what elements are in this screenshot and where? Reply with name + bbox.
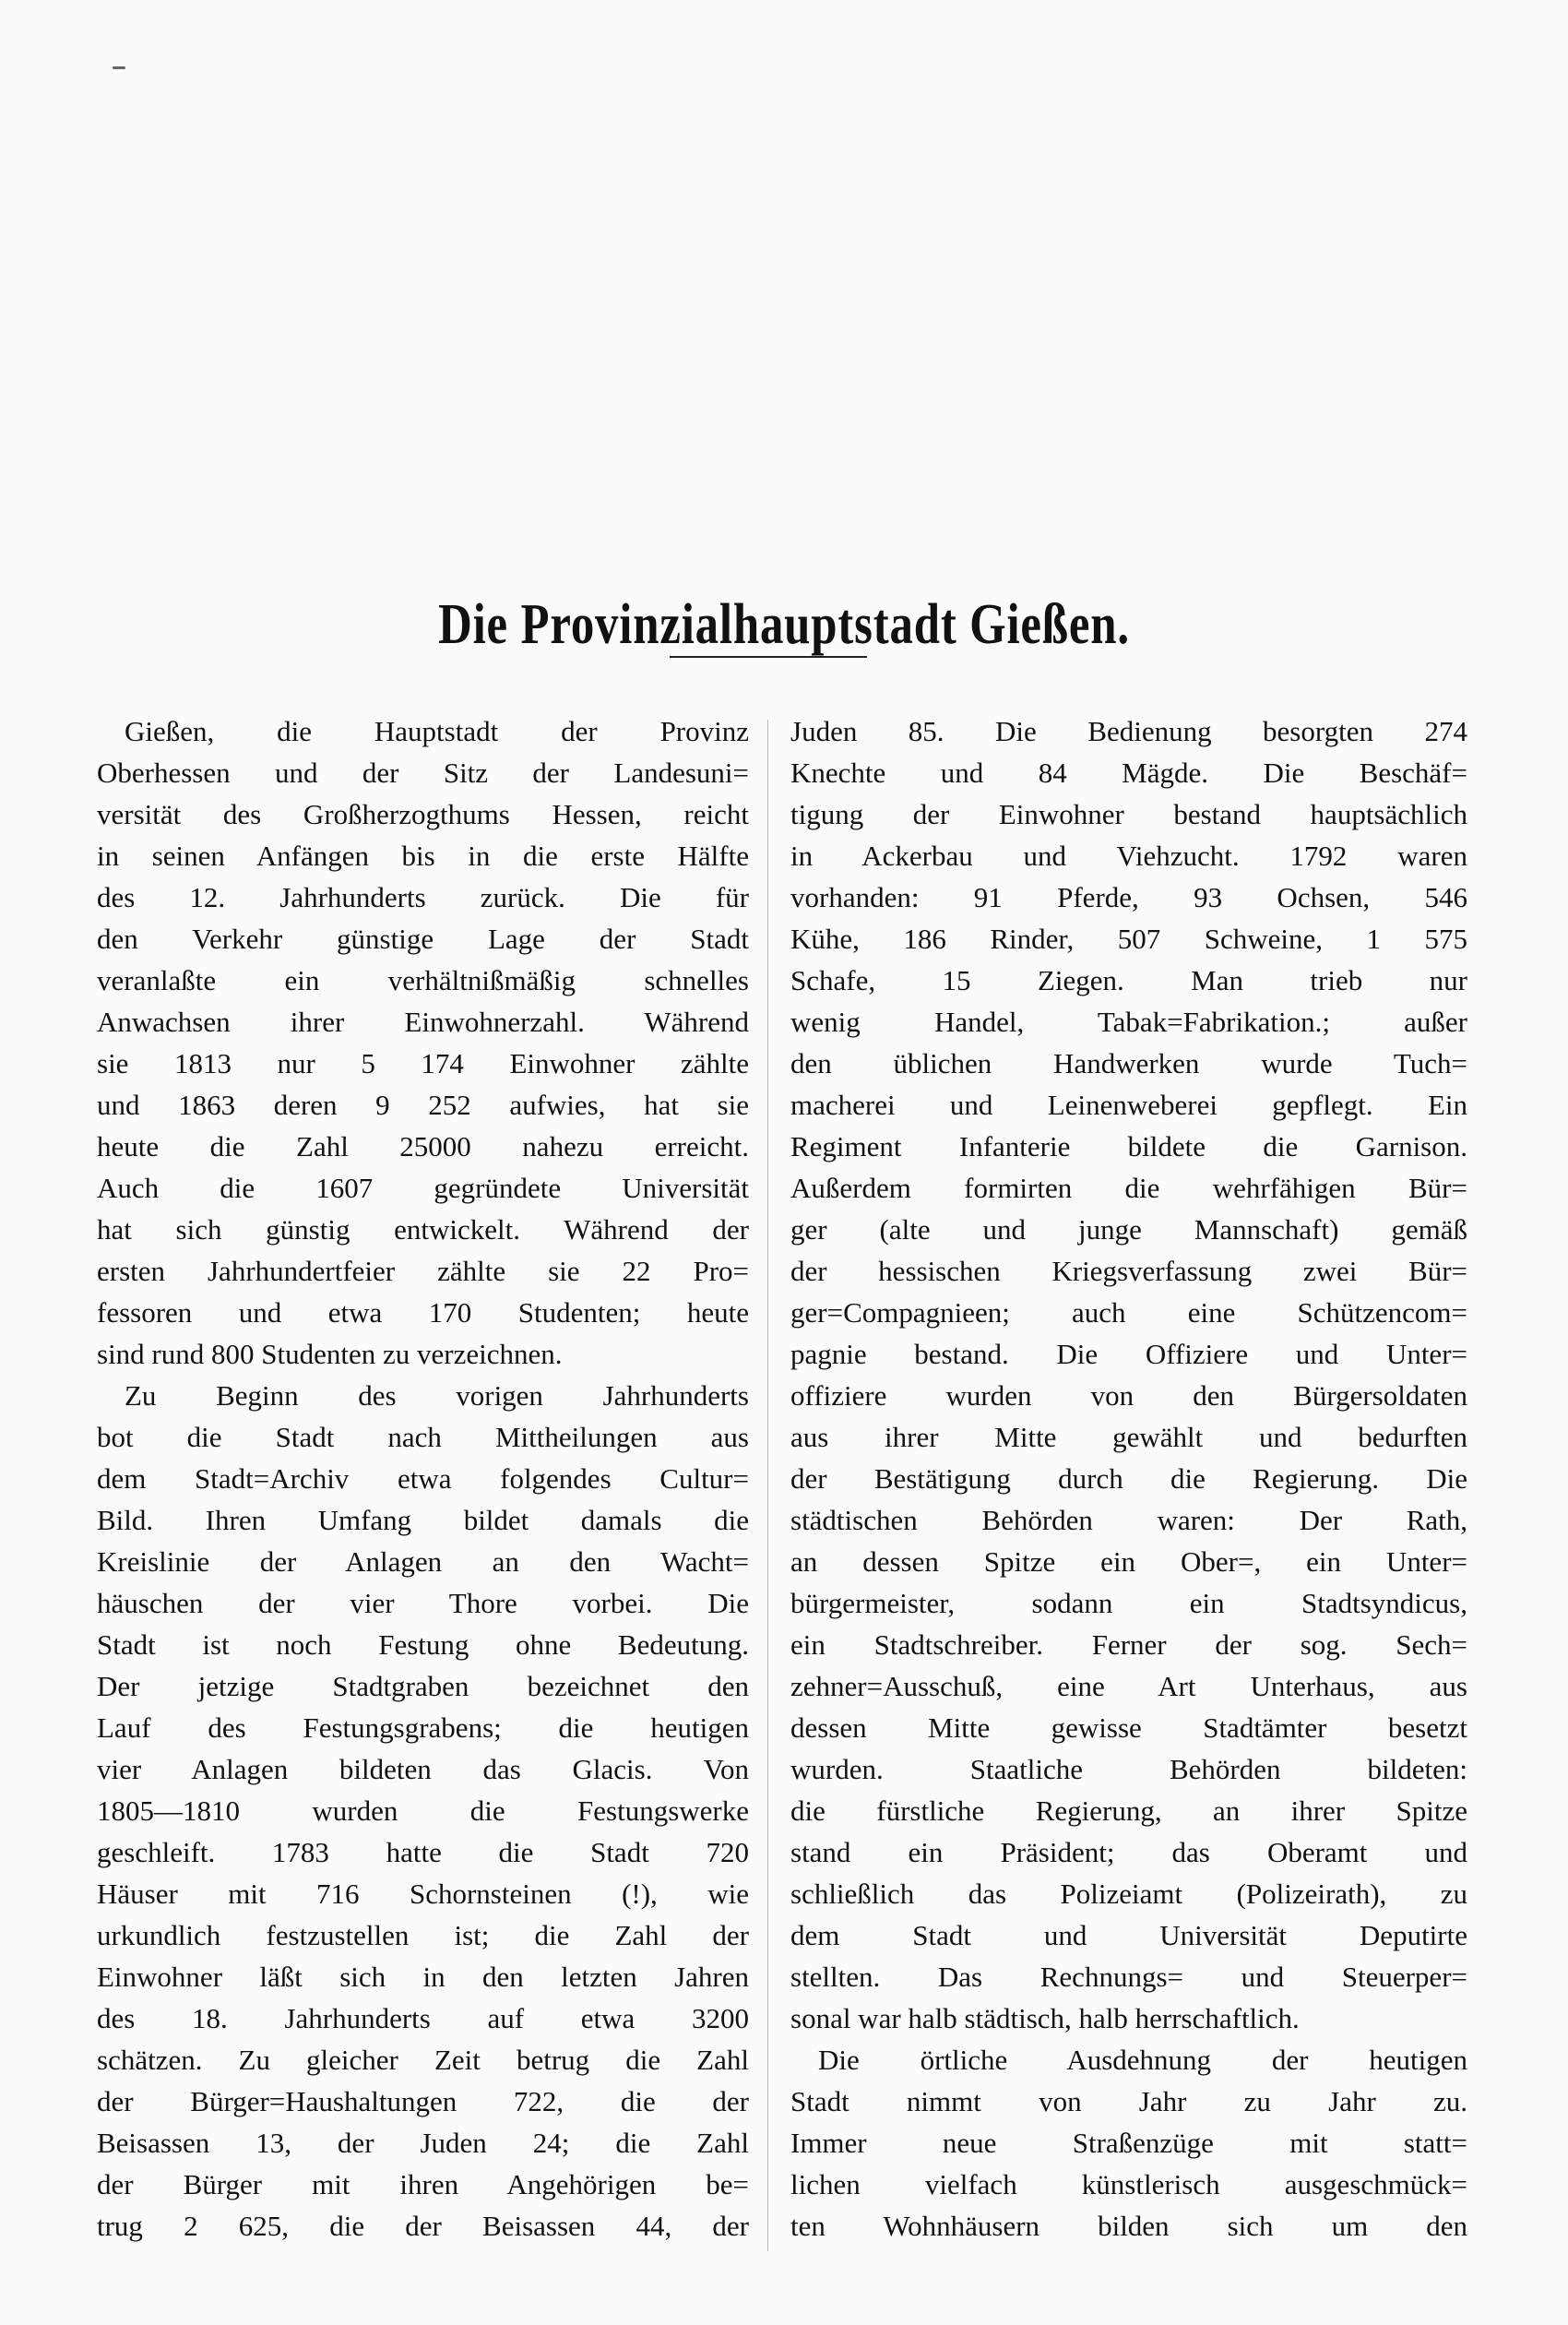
text-line: und 1863 deren 9 252 aufwies, hat sie xyxy=(97,1089,749,1121)
text-line: sie 1813 nur 5 174 Einwohner zählte xyxy=(97,1047,749,1079)
text-line: den Verkehr günstige Lage der Stadt xyxy=(97,923,749,955)
text-line: Gießen, die Hauptstadt der Provinz xyxy=(125,715,749,747)
text-line: stand ein Präsident; das Oberamt und xyxy=(790,1836,1467,1868)
text-line: veranlaßte ein verhältnißmäßig schnelles xyxy=(97,964,749,996)
text-line: städtischen Behörden waren: Der Rath, xyxy=(790,1504,1467,1536)
text-line: Auch die 1607 gegründete Universität xyxy=(97,1172,749,1204)
text-line: Zu Beginn des vorigen Jahrhunderts xyxy=(125,1379,749,1412)
text-line: schließlich das Polizeiamt (Polizeirath), zu xyxy=(790,1878,1467,1910)
text-line: Einwohner läßt sich in den letzten Jahren xyxy=(97,1961,749,1993)
text-line: heute die Zahl 25000 nahezu erreicht. xyxy=(97,1130,749,1162)
page-title: Die Provinzialhauptstadt Gießen. xyxy=(438,592,1130,656)
text-line: ten Wohnhäusern bilden sich um den xyxy=(790,2210,1467,2242)
text-line: Der jetzige Stadtgraben bezeichnet den xyxy=(97,1670,749,1702)
text-line: bot die Stadt nach Mittheilungen aus xyxy=(97,1421,749,1453)
text-line: ersten Jahrhundertfeier zählte sie 22 Pro= xyxy=(97,1255,749,1287)
text-line: Stadt ist noch Festung ohne Bedeutung. xyxy=(97,1628,749,1661)
text-line: hat sich günstig entwickelt. Während der xyxy=(97,1213,749,1246)
text-line: ger=Compagnieen; auch eine Schützencom= xyxy=(790,1296,1467,1329)
title-rule xyxy=(670,656,867,658)
text-line: schätzen. Zu gleicher Zeit betrug die Zahl xyxy=(97,2044,749,2076)
text-line: Beisassen 13, der Juden 24; die Zahl xyxy=(97,2127,749,2159)
text-line: Schafe, 15 Ziegen. Man trieb nur xyxy=(790,964,1467,996)
text-line: der Bestätigung durch die Regierung. Die xyxy=(790,1462,1467,1495)
text-line: 1805—1810 wurden die Festungswerke xyxy=(97,1794,749,1827)
text-line: dem Stadt=Archiv etwa folgendes Cultur= xyxy=(97,1462,749,1495)
text-line: vier Anlagen bildeten das Glacis. Von xyxy=(97,1753,749,1785)
text-line: Immer neue Straßenzüge mit statt= xyxy=(790,2127,1467,2159)
text-line: versität des Großherzogthums Hessen, reicht xyxy=(97,798,749,830)
text-line: in Ackerbau und Viehzucht. 1792 waren xyxy=(790,840,1467,872)
text-line: bürgermeister, sodann ein Stadtsyndicus, xyxy=(790,1587,1467,1619)
text-line: des 18. Jahrhunderts auf etwa 3200 xyxy=(97,2002,749,2034)
text-line: Kreislinie der Anlagen an den Wacht= xyxy=(97,1545,749,1578)
text-line: der Bürger=Haushaltungen 722, die der xyxy=(97,2085,749,2117)
text-line: fessoren und etwa 170 Studenten; heute xyxy=(97,1296,749,1329)
text-line: der Bürger mit ihren Angehörigen be= xyxy=(97,2168,749,2200)
text-line: Lauf des Festungsgrabens; die heutigen xyxy=(97,1711,749,1744)
text-line: in seinen Anfängen bis in die erste Hälfte xyxy=(97,840,749,872)
text-line: macherei und Leinenweberei gepflegt. Ein xyxy=(790,1089,1467,1121)
text-line: ger (alte und junge Mannschaft) gemäß xyxy=(790,1213,1467,1246)
text-line: stellten. Das Rechnungs= und Steuerper= xyxy=(790,1961,1467,1993)
text-line: Häuser mit 716 Schornsteinen (!), wie xyxy=(97,1878,749,1910)
text-column-right xyxy=(790,710,1467,2247)
text-line: Kühe, 186 Rinder, 507 Schweine, 1 575 xyxy=(790,923,1467,955)
text-line: Regiment Infanterie bildete die Garnison. xyxy=(790,1130,1467,1162)
text-line: des 12. Jahrhunderts zurück. Die für xyxy=(97,881,749,913)
text-line: sonal war halb städtisch, halb herrschaftlich. xyxy=(790,2002,1300,2034)
text-line: pagnie bestand. Die Offiziere und Unter= xyxy=(790,1338,1467,1370)
text-line: tigung der Einwohner bestand hauptsächlich xyxy=(790,798,1467,830)
text-line: Stadt nimmt von Jahr zu Jahr zu. xyxy=(790,2085,1467,2117)
text-line: der hessischen Kriegsverfassung zwei Bür= xyxy=(790,1255,1467,1287)
text-line: geschleift. 1783 hatte die Stadt 720 xyxy=(97,1836,749,1868)
text-line: zehner=Ausschuß, eine Art Unterhaus, aus xyxy=(790,1670,1467,1702)
text-column-left xyxy=(97,710,749,2247)
text-line: häuschen der vier Thore vorbei. Die xyxy=(97,1587,749,1619)
text-line: sind rund 800 Studenten zu verzeichnen. xyxy=(97,1338,563,1370)
text-line: Juden 85. Die Bedienung besorgten 274 xyxy=(790,715,1467,747)
text-line: vorhanden: 91 Pferde, 93 Ochsen, 546 xyxy=(790,881,1467,913)
text-line: dessen Mitte gewisse Stadtämter besetzt xyxy=(790,1711,1467,1744)
text-line: aus ihrer Mitte gewählt und bedurften xyxy=(790,1421,1467,1453)
text-line: ein Stadtschreiber. Ferner der sog. Sech= xyxy=(790,1628,1467,1661)
scan-speck xyxy=(113,66,125,69)
text-line: trug 2 625, die der Beisassen 44, der xyxy=(97,2210,749,2242)
text-line: Anwachsen ihrer Einwohnerzahl. Während xyxy=(97,1006,749,1038)
text-line: wenig Handel, Tabak=Fabrikation.; außer xyxy=(790,1006,1467,1038)
column-divider xyxy=(767,720,768,2251)
text-line: urkundlich festzustellen ist; die Zahl der xyxy=(97,1919,749,1951)
text-line: Bild. Ihren Umfang bildet damals die xyxy=(97,1504,749,1536)
text-line: die fürstliche Regierung, an ihrer Spitze xyxy=(790,1794,1467,1827)
text-line: an dessen Spitze ein Ober=, ein Unter= xyxy=(790,1545,1467,1578)
text-line: den üblichen Handwerken wurde Tuch= xyxy=(790,1047,1467,1079)
text-line: wurden. Staatliche Behörden bildeten: xyxy=(790,1753,1467,1785)
text-line: Die örtliche Ausdehnung der heutigen xyxy=(818,2044,1467,2076)
text-line: Außerdem formirten die wehrfähigen Bür= xyxy=(790,1172,1467,1204)
text-line: offiziere wurden von den Bürgersoldaten xyxy=(790,1379,1467,1412)
text-line: lichen vielfach künstlerisch ausgeschmück= xyxy=(790,2168,1467,2200)
text-line: dem Stadt und Universität Deputirte xyxy=(790,1919,1467,1951)
text-line: Oberhessen und der Sitz der Landesuni= xyxy=(97,757,749,789)
text-line: Knechte und 84 Mägde. Die Beschäf= xyxy=(790,757,1467,789)
